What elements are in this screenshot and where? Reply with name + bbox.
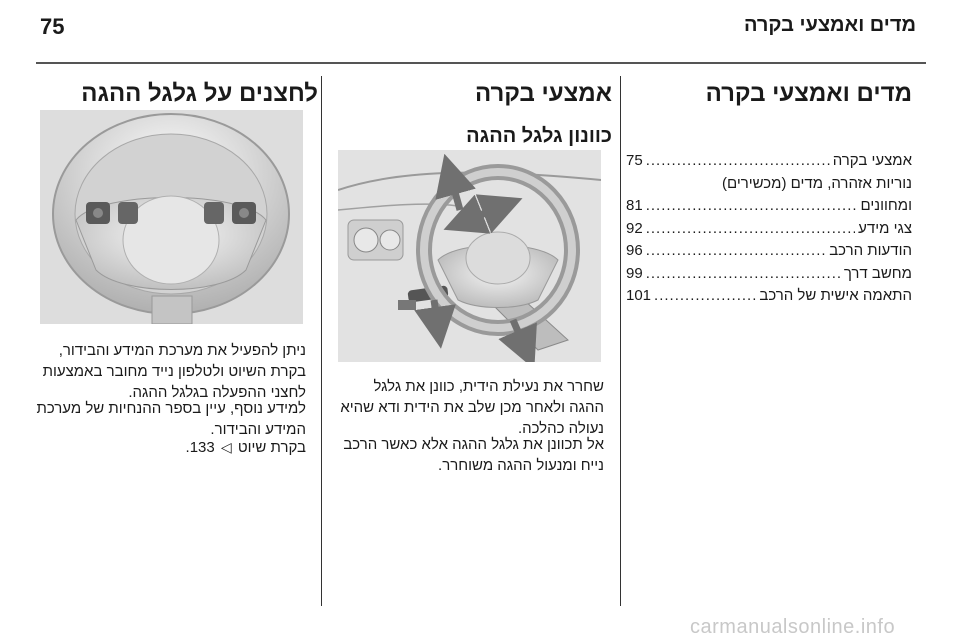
toc-item-page: 96 — [626, 242, 643, 259]
steering-adjust-instructions: שחרר את נעילת הידית, כוונן את גלגל ההגה ולאחר מכן שלב את הידית ודא שהיא נעולה כהלכה. — [340, 378, 604, 437]
toc-item-title: צגי מידע — [858, 219, 912, 237]
watermark: carmanualsonline.info — [690, 616, 896, 638]
toc-item[interactable] — [626, 173, 912, 196]
toc-item-title: ומחוונים — [860, 197, 912, 214]
section-heading: אמצעי בקרה — [474, 80, 612, 107]
header-rule — [36, 62, 926, 64]
subsection-heading: כוונון גלגל ההגה — [466, 125, 612, 147]
running-title: מדים ואמצעי בקרה — [743, 14, 916, 36]
toc-item-title: נוריות אזהרה, מדים (מכשירים) — [721, 174, 912, 192]
steering-adjustment-illustration — [338, 150, 601, 362]
toc-item-page: 101 — [626, 287, 652, 304]
column-divider-right — [620, 76, 621, 606]
steering-controls-column — [36, 78, 318, 110]
toc-item[interactable] — [626, 240, 912, 263]
toc-leader-dots — [646, 195, 858, 218]
toc-item-page: 92 — [626, 219, 643, 237]
steering-adjust-warning: אל תכוונן את גלגל ההגה אלא כאשר הרכב נייח ומנעול ההגה משוחרר. — [343, 436, 604, 474]
toc-item[interactable] — [626, 285, 912, 308]
reference-arrow-icon: ◁ — [220, 439, 232, 455]
chapter-toc-column — [626, 78, 912, 308]
section-heading: לחצנים על גלגל ההגה — [81, 80, 318, 107]
cruise-control-reference — [30, 437, 306, 458]
page-header — [36, 14, 926, 46]
toc-item-title: מחשב דרך — [843, 264, 912, 282]
chapter-toc — [626, 150, 912, 308]
toc-item-title: התאמה אישית של הרכב — [759, 287, 912, 304]
toc-item-page: 81 — [626, 197, 643, 214]
toc-item[interactable] — [626, 263, 912, 286]
wheel-controls-description: ניתן להפעיל את מערכת המידע והבידור, בקרת השיוט ולטלפון נייד מחובר באמצעות לחצני ההפעלה בגלגל ההגה. — [42, 342, 306, 401]
toc-item-title: אמצעי בקרה — [832, 152, 912, 169]
cruise-control-page: 133 — [189, 439, 215, 456]
toc-leader-dots — [646, 150, 830, 173]
steering-wheel-buttons-illustration — [40, 110, 303, 324]
controls-column — [330, 78, 612, 150]
cruise-control-end: . — [185, 439, 190, 456]
toc-item-page: 99 — [626, 264, 643, 282]
cruise-control-label: בקרת שיוט — [237, 439, 306, 456]
toc-item-title: הודעות הרכב — [829, 242, 912, 259]
toc-item-page: 75 — [626, 152, 643, 169]
toc-leader-dots — [646, 263, 841, 286]
infotainment-reference: למידע נוסף, עיין בספר ההנחיות של מערכת המידע והבידור. — [36, 400, 306, 438]
toc-leader-dots — [646, 240, 827, 263]
toc-item[interactable] — [626, 150, 912, 173]
toc-leader-dots — [646, 218, 855, 241]
toc-item[interactable] — [626, 195, 912, 218]
toc-leader-dots — [654, 285, 756, 308]
toc-item[interactable] — [626, 218, 912, 241]
chapter-heading: מדים ואמצעי בקרה — [705, 80, 912, 107]
column-divider-left — [321, 76, 322, 606]
page-number: 75 — [40, 14, 65, 39]
